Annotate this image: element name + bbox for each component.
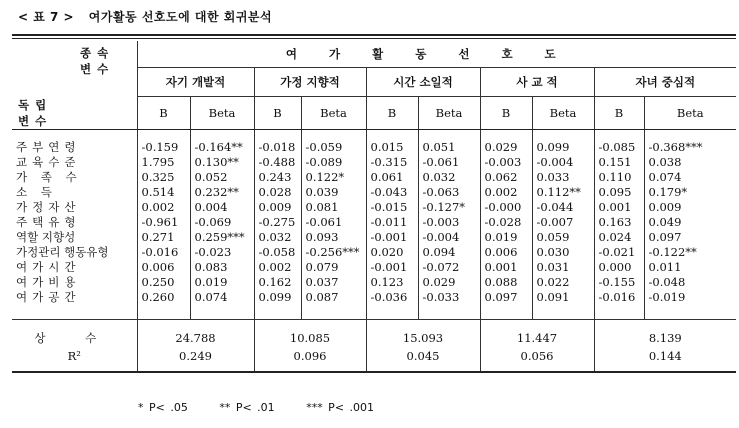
cell-beta: -0.069 [190,215,254,230]
cell-beta: -0.003 [418,215,480,230]
cell-beta: 0.179* [644,185,736,200]
cell-beta: -0.048 [644,275,736,290]
col-beta: Beta [418,97,480,130]
cell-beta: 0.049 [644,215,736,230]
cell-beta: 0.011 [644,260,736,275]
r2-value: 0.249 [137,348,254,372]
cell-b: 0.099 [254,290,301,305]
table-row [12,245,736,260]
cell-beta: -0.127* [418,200,480,215]
cell-b: 0.097 [480,290,532,305]
dependent-var-header [12,41,137,128]
cell-beta: -0.061 [418,155,480,170]
footnote-p01: ** P< .01 [219,401,275,414]
cell-b: 0.028 [254,185,301,200]
cell-b: 0.061 [366,170,418,185]
cell-beta: 0.079 [301,260,366,275]
cell-beta: 0.083 [190,260,254,275]
cell-b: -0.961 [137,215,190,230]
cell-beta: 0.074 [190,290,254,305]
cell-beta: 0.074 [644,170,736,185]
cell-b: 0.062 [480,170,532,185]
cell-beta: -0.061 [301,215,366,230]
cell-b: 0.032 [254,230,301,245]
independent-label-2: 변수 [18,114,53,128]
cell-beta: 0.038 [644,155,736,170]
cell-beta: 0.052 [190,170,254,185]
group-social: 사 교 적 [480,68,594,97]
cell-b: -0.036 [366,290,418,305]
cell-beta: -0.072 [418,260,480,275]
cell-beta: -0.059 [301,140,366,155]
cell-b: 0.001 [480,260,532,275]
constant-label: 상 수 [34,330,115,345]
cell-b: 0.009 [254,200,301,215]
r2-value: 0.056 [480,348,594,372]
cell-b: 0.006 [137,260,190,275]
cell-beta: 0.004 [190,200,254,215]
table-row [12,230,736,245]
cell-beta: 0.009 [644,200,736,215]
row-variable-label: 소 득 [16,185,57,199]
group-self-development: 자기 개발적 [137,68,254,97]
group-child-centered: 자녀 중심적 [594,68,736,97]
constant-value: 24.788 [137,320,254,349]
cell-b: -0.003 [480,155,532,170]
cell-beta: -0.122** [644,245,736,260]
cell-b: 0.110 [594,170,644,185]
cell-b: 0.002 [254,260,301,275]
cell-b: 0.163 [594,215,644,230]
table-row [12,215,736,230]
cell-beta: -0.089 [301,155,366,170]
cell-b: 0.000 [594,260,644,275]
dependent-label-1: 종속 [80,46,115,60]
col-beta: Beta [532,97,594,130]
significance-footnote [138,401,400,414]
table-number: < 표 7 > [18,10,75,24]
regression-table [12,41,736,373]
cell-beta: 0.093 [301,230,366,245]
cell-b: -0.085 [594,140,644,155]
row-variable-label: 여가시간 [16,260,81,274]
cell-b: 0.020 [366,245,418,260]
cell-b: 0.514 [137,185,190,200]
cell-beta: -0.164** [190,140,254,155]
row-variable-label: 가 족 수 [16,170,82,184]
table-title [18,8,272,25]
cell-beta: 0.029 [418,275,480,290]
cell-b: -0.058 [254,245,301,260]
cell-b: 0.088 [480,275,532,290]
row-variable-label: 가정관리 행동유형 [16,245,109,259]
constant-value: 8.139 [594,320,736,349]
cell-b: 1.795 [137,155,190,170]
top-rule-thin [12,38,736,39]
cell-beta: 0.037 [301,275,366,290]
cell-b: 0.271 [137,230,190,245]
cell-beta: 0.122* [301,170,366,185]
col-b: B [594,97,644,130]
cell-beta: 0.232** [190,185,254,200]
cell-b: -0.028 [480,215,532,230]
cell-b: 0.250 [137,275,190,290]
cell-b: -0.015 [366,200,418,215]
cell-b: 0.024 [594,230,644,245]
col-beta: Beta [190,97,254,130]
cell-beta: 0.081 [301,200,366,215]
cell-beta: 0.032 [418,170,480,185]
table-caption: 여가활동 선호도에 대한 회귀분석 [88,10,273,24]
cell-beta: 0.097 [644,230,736,245]
cell-beta: 0.031 [532,260,594,275]
cell-b: -0.021 [594,245,644,260]
footnote-p05: * P< .05 [138,401,188,414]
cell-b: 0.015 [366,140,418,155]
col-b: B [366,97,418,130]
cell-b: 0.002 [137,200,190,215]
cell-b: -0.011 [366,215,418,230]
group-time-passing: 시간 소일적 [366,68,480,97]
cell-beta: 0.030 [532,245,594,260]
cell-b: 0.123 [366,275,418,290]
cell-b: -0.488 [254,155,301,170]
cell-beta: -0.368*** [644,140,736,155]
table-row [12,140,736,155]
cell-beta: 0.051 [418,140,480,155]
constant-value: 15.093 [366,320,480,349]
cell-beta: 0.019 [190,275,254,290]
top-rule-thick [12,34,736,36]
cell-beta: -0.004 [532,155,594,170]
group-title: 여가활동선호도 [137,41,736,68]
cell-b: 0.029 [480,140,532,155]
cell-b: 0.095 [594,185,644,200]
r2-value: 0.096 [254,348,366,372]
cell-b: -0.043 [366,185,418,200]
cell-b: 0.002 [480,185,532,200]
cell-beta: 0.130** [190,155,254,170]
constant-value: 11.447 [480,320,594,349]
row-variable-label: 주부연령 [16,140,81,154]
row-variable-label: 여가공간 [16,290,81,304]
cell-b: -0.016 [137,245,190,260]
table-row [12,200,736,215]
footnote-p001: *** P< .001 [306,401,375,414]
cell-beta: -0.004 [418,230,480,245]
cell-b: 0.243 [254,170,301,185]
cell-b: -0.155 [594,275,644,290]
col-b: B [480,97,532,130]
cell-beta: 0.259*** [190,230,254,245]
row-variable-label: 교육수준 [16,155,81,169]
cell-beta: 0.033 [532,170,594,185]
r2-label: R² [12,348,137,372]
cell-b: -0.315 [366,155,418,170]
cell-beta: 0.094 [418,245,480,260]
cell-beta: 0.091 [532,290,594,305]
r2-value: 0.045 [366,348,480,372]
row-variable-label: 역할 지향성 [16,230,76,244]
cell-beta: -0.256*** [301,245,366,260]
cell-b: 0.162 [254,275,301,290]
cell-beta: 0.112** [532,185,594,200]
cell-b: -0.159 [137,140,190,155]
cell-beta: -0.063 [418,185,480,200]
table-row [12,170,736,185]
cell-beta: 0.039 [301,185,366,200]
independent-label-1: 독립 [18,98,53,112]
row-variable-label: 가정자산 [16,200,81,214]
cell-beta: 0.087 [301,290,366,305]
cell-b: 0.260 [137,290,190,305]
row-variable-label: 주택유형 [16,215,81,229]
col-b: B [137,97,190,130]
dependent-label-2: 변수 [80,62,115,76]
cell-beta: -0.019 [644,290,736,305]
col-beta: Beta [644,97,736,130]
cell-beta: 0.059 [532,230,594,245]
table-row [12,290,736,305]
table-row [12,155,736,170]
cell-b: 0.019 [480,230,532,245]
cell-beta: -0.023 [190,245,254,260]
cell-b: -0.016 [594,290,644,305]
cell-b: 0.151 [594,155,644,170]
cell-beta: -0.044 [532,200,594,215]
cell-b: -0.001 [366,230,418,245]
table-row [12,185,736,200]
cell-b: -0.018 [254,140,301,155]
table-row [12,275,736,290]
group-family-oriented: 가정 지향적 [254,68,366,97]
cell-b: -0.001 [366,260,418,275]
table-row [12,260,736,275]
cell-beta: 0.099 [532,140,594,155]
cell-beta: -0.007 [532,215,594,230]
cell-beta: 0.022 [532,275,594,290]
data-rows [12,140,736,305]
r2-value: 0.144 [594,348,736,372]
constant-value: 10.085 [254,320,366,349]
cell-b: 0.006 [480,245,532,260]
cell-b: 0.001 [594,200,644,215]
cell-b: 0.325 [137,170,190,185]
cell-beta: -0.033 [418,290,480,305]
cell-b: -0.000 [480,200,532,215]
col-beta: Beta [301,97,366,130]
row-variable-label: 여가비용 [16,275,81,289]
cell-b: -0.275 [254,215,301,230]
col-b: B [254,97,301,130]
